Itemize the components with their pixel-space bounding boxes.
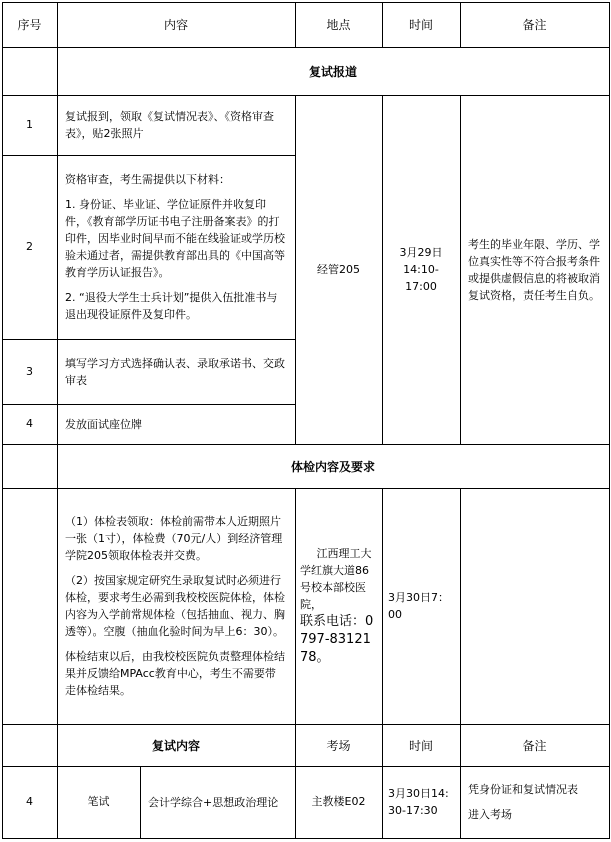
baodao-remark: 考生的毕业年限、学历、学位真实性等不符合报考条件或提供虚假信息的将被取消复试资格，责任考生自负。 xyxy=(468,237,600,302)
header-content: 内容 xyxy=(163,18,188,32)
exam-row-remark-line-1: 凭身份证和复试情况表 xyxy=(468,783,578,796)
exam-header-content: 复试内容 xyxy=(151,738,200,753)
row-1-content: 复试报到，领取《复试情况表》、《资格审查表》，贴2张照片 xyxy=(65,110,274,140)
header-seq: 序号 xyxy=(17,18,42,32)
exam-row-num: 4 xyxy=(26,795,33,808)
tijian-para-3: 体检结束以后，由我校校医院负责整理体检结果并反馈给MPAcc教育中心，考生不需要带走体检结果。 xyxy=(65,650,285,697)
baodao-time: 3月29日14:10-17:00 xyxy=(399,246,443,293)
row-2-para-2: 1. 身份证、毕业证、学位证原件并收复印件，《教育部学历证书电子注册备案表》的打印件，因毕业时间早而不能在线验证或学历校验未通过者，需提供教育部出具的《中国高等教育学历认证报告》。 xyxy=(65,198,285,279)
tijian-location-main: 江西理工大学红旗大道86号校本部校医院， xyxy=(300,547,372,611)
exam-row-room: 主教楼E02 xyxy=(311,795,366,808)
tijian-content xyxy=(57,488,295,724)
row-4-content: 发放面试座位牌 xyxy=(65,417,142,431)
header-time: 时间 xyxy=(408,18,433,32)
header-remark: 备注 xyxy=(522,18,547,32)
tijian-time: 3月30日7：00 xyxy=(388,591,449,621)
section-fushi-baodao: 复试报道 xyxy=(308,64,357,79)
baodao-location: 经管205 xyxy=(317,262,360,276)
row-1-num: 1 xyxy=(26,118,33,131)
header-location: 地点 xyxy=(326,18,351,32)
tijian-location-phone: 联系电话：0797-8312178。 xyxy=(300,614,374,665)
exam-row-remark-line-2: 进入考场 xyxy=(468,808,512,821)
section-tijian: 体检内容及要求 xyxy=(290,459,375,474)
row-3-num: 3 xyxy=(26,364,33,378)
row-4-num: 4 xyxy=(26,417,33,430)
tijian-para-1: （1）体检表领取：体检前需带本人近期照片一张（1寸），体检费（70元/人）到经济管理学院205领取体检表并交费。 xyxy=(65,515,283,562)
row-2-num: 2 xyxy=(26,240,33,253)
exam-header-remark: 备注 xyxy=(522,738,547,753)
row-2-para-1: 资格审查，考生需提供以下材料： xyxy=(65,173,230,186)
exam-row-type: 笔试 xyxy=(87,795,110,808)
row-2-content xyxy=(57,155,295,339)
exam-row-remark xyxy=(460,766,609,838)
tijian-para-2: （2）按国家规定研究生录取复试时必须进行体检，要求考生必需到我校校医院体检，体检内容为入学前常规体检（包括抽血、视力、胸透等）。空腹（抽血化验时间为早上6：30）。 xyxy=(65,574,285,638)
exam-row-subject: 会计学综合+思想政治理论 xyxy=(148,795,279,809)
tijian-location xyxy=(295,488,382,724)
exam-row-time: 3月30日14:30-17:30 xyxy=(388,787,449,817)
exam-header-room: 考场 xyxy=(326,738,351,753)
row-2-para-3: 2. “退役大学生士兵计划”提供入伍批准书与退出现役证原件及复印件。 xyxy=(65,291,278,321)
exam-header-time: 时间 xyxy=(408,738,433,753)
row-3-content: 填写学习方式选择确认表、录取承诺书、交政审表 xyxy=(65,356,285,387)
